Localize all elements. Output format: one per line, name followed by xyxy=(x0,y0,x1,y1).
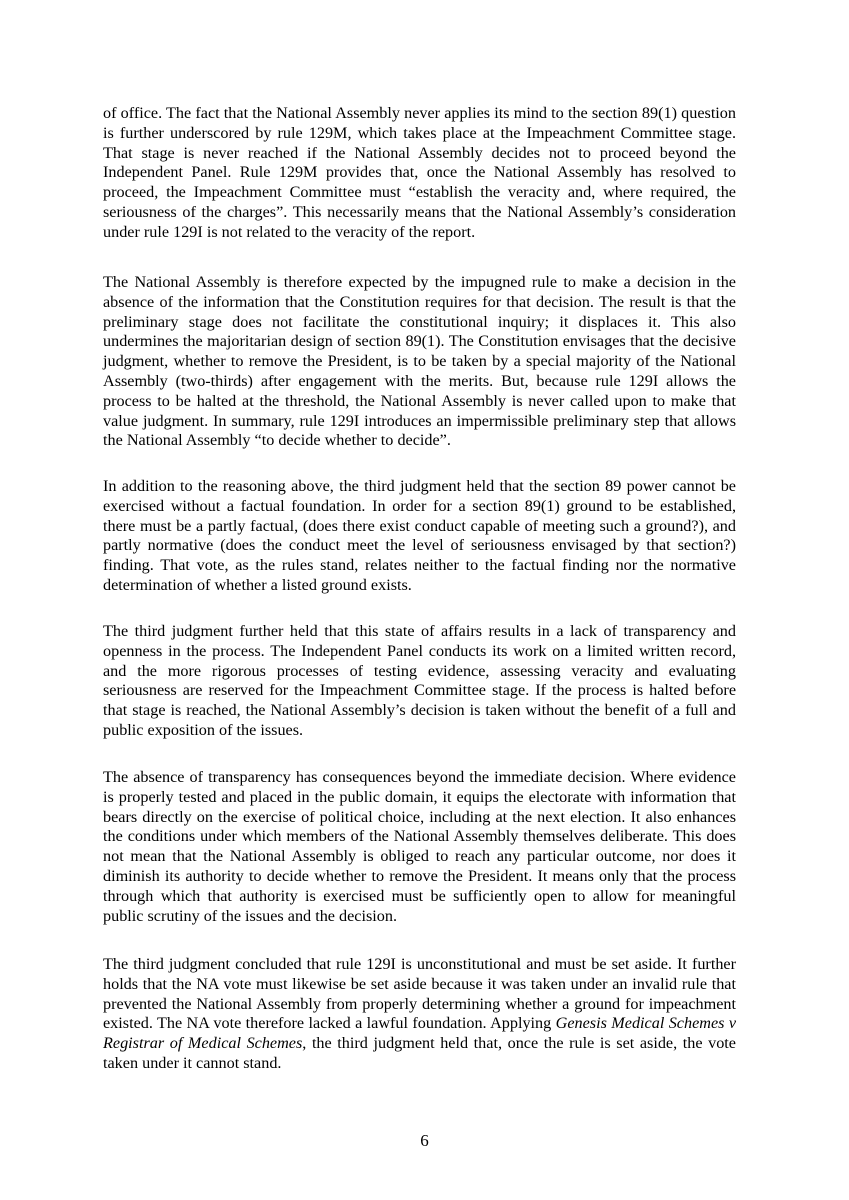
paragraph-veracity: of office. The fact that the National Assembly never applies its mind to the section 89(1) question is further underscored by rule 129M, which takes place at the Impeachment Committee stage. That stage is never reached if the National Assembly decides not to proceed beyond the Independent Panel. Rule 129M provides that, once the National Assembly has resolved to proceed, the Impeachment Committee must “establish the veracity and, where required, the seriousness of the charges”. This necessarily means that the National Assembly’s consideration under rule 129I is not related to the veracity of the report. xyxy=(103,104,736,241)
paragraph-factual-foundation: In addition to the reasoning above, the third judgment held that the section 89 power cannot be exercised without a factual foundation. In order for a section 89(1) ground to be established, there must be a partly factual, (does there exist conduct capable of meeting such a ground?), and partly normative (does the conduct meet the level of seriousness envisaged by that section?) finding. That vote, as the rules stand, relates neither to the factual finding nor the normative determination of whether a listed ground exists. xyxy=(103,477,736,594)
paragraph-conclusion xyxy=(103,955,736,1074)
case-citation: Genesis Medical Schemes v Registrar of Medical Schemes xyxy=(103,1014,737,1053)
conclusion-text-before: The third judgment concluded that rule 129I is unconstitutional and must be set aside. It further holds that the NA vote must likewise be set aside because it was taken under an invalid rule that prevented the National Assembly from properly determining whether a ground for impeachment existed. The NA vote therefore lacked a lawful foundation. Applying xyxy=(103,955,736,1033)
paragraph-transparency: The third judgment further held that this state of affairs results in a lack of transparency and openness in the process. The Independent Panel conducts its work on a limited written record, and the more rigorous processes of testing evidence, assessing veracity and evaluating seriousness are reserved for the Impeachment Committee stage. If the process is halted before that stage is reached, the National Assembly’s decision is taken without the benefit of a full and public exposition of the issues. xyxy=(103,622,736,739)
paragraph-majoritarian-design: The National Assembly is therefore expected by the impugned rule to make a decision in the absence of the information that the Constitution requires for that decision. The result is that the preliminary stage does not facilitate the constitutional inquiry; it displaces it. This also undermines the majoritarian design of section 89(1). The Constitution envisages that the decisive judgment, whether to remove the President, is to be taken by a special majority of the National Assembly (two-thirds) after engagement with the merits. But, because rule 129I allows the process to be halted at the threshold, the National Assembly is never called upon to make that value judgment. In summary, rule 129I introduces an impermissible preliminary step that allows the National Assembly “to decide whether to decide”. xyxy=(103,273,736,450)
conclusion-text-after: , the third judgment held that, once the rule is set aside, the vote taken under it cannot stand. xyxy=(103,1034,736,1072)
page-number: 6 xyxy=(420,1131,429,1150)
paragraph-consequences: The absence of transparency has consequences beyond the immediate decision. Where evidence is properly tested and placed in the public domain, it equips the electorate with information that bears directly on the exercise of political choice, including at the next election. It also enhances the conditions under which members of the National Assembly themselves deliberate. This does not mean that the National Assembly is obliged to reach any particular outcome, nor does it diminish its authority to decide whether to remove the President. It means only that the process through which that authority is exercised must be sufficiently open to allow for meaningful public scrutiny of the issues and the decision. xyxy=(103,768,736,925)
